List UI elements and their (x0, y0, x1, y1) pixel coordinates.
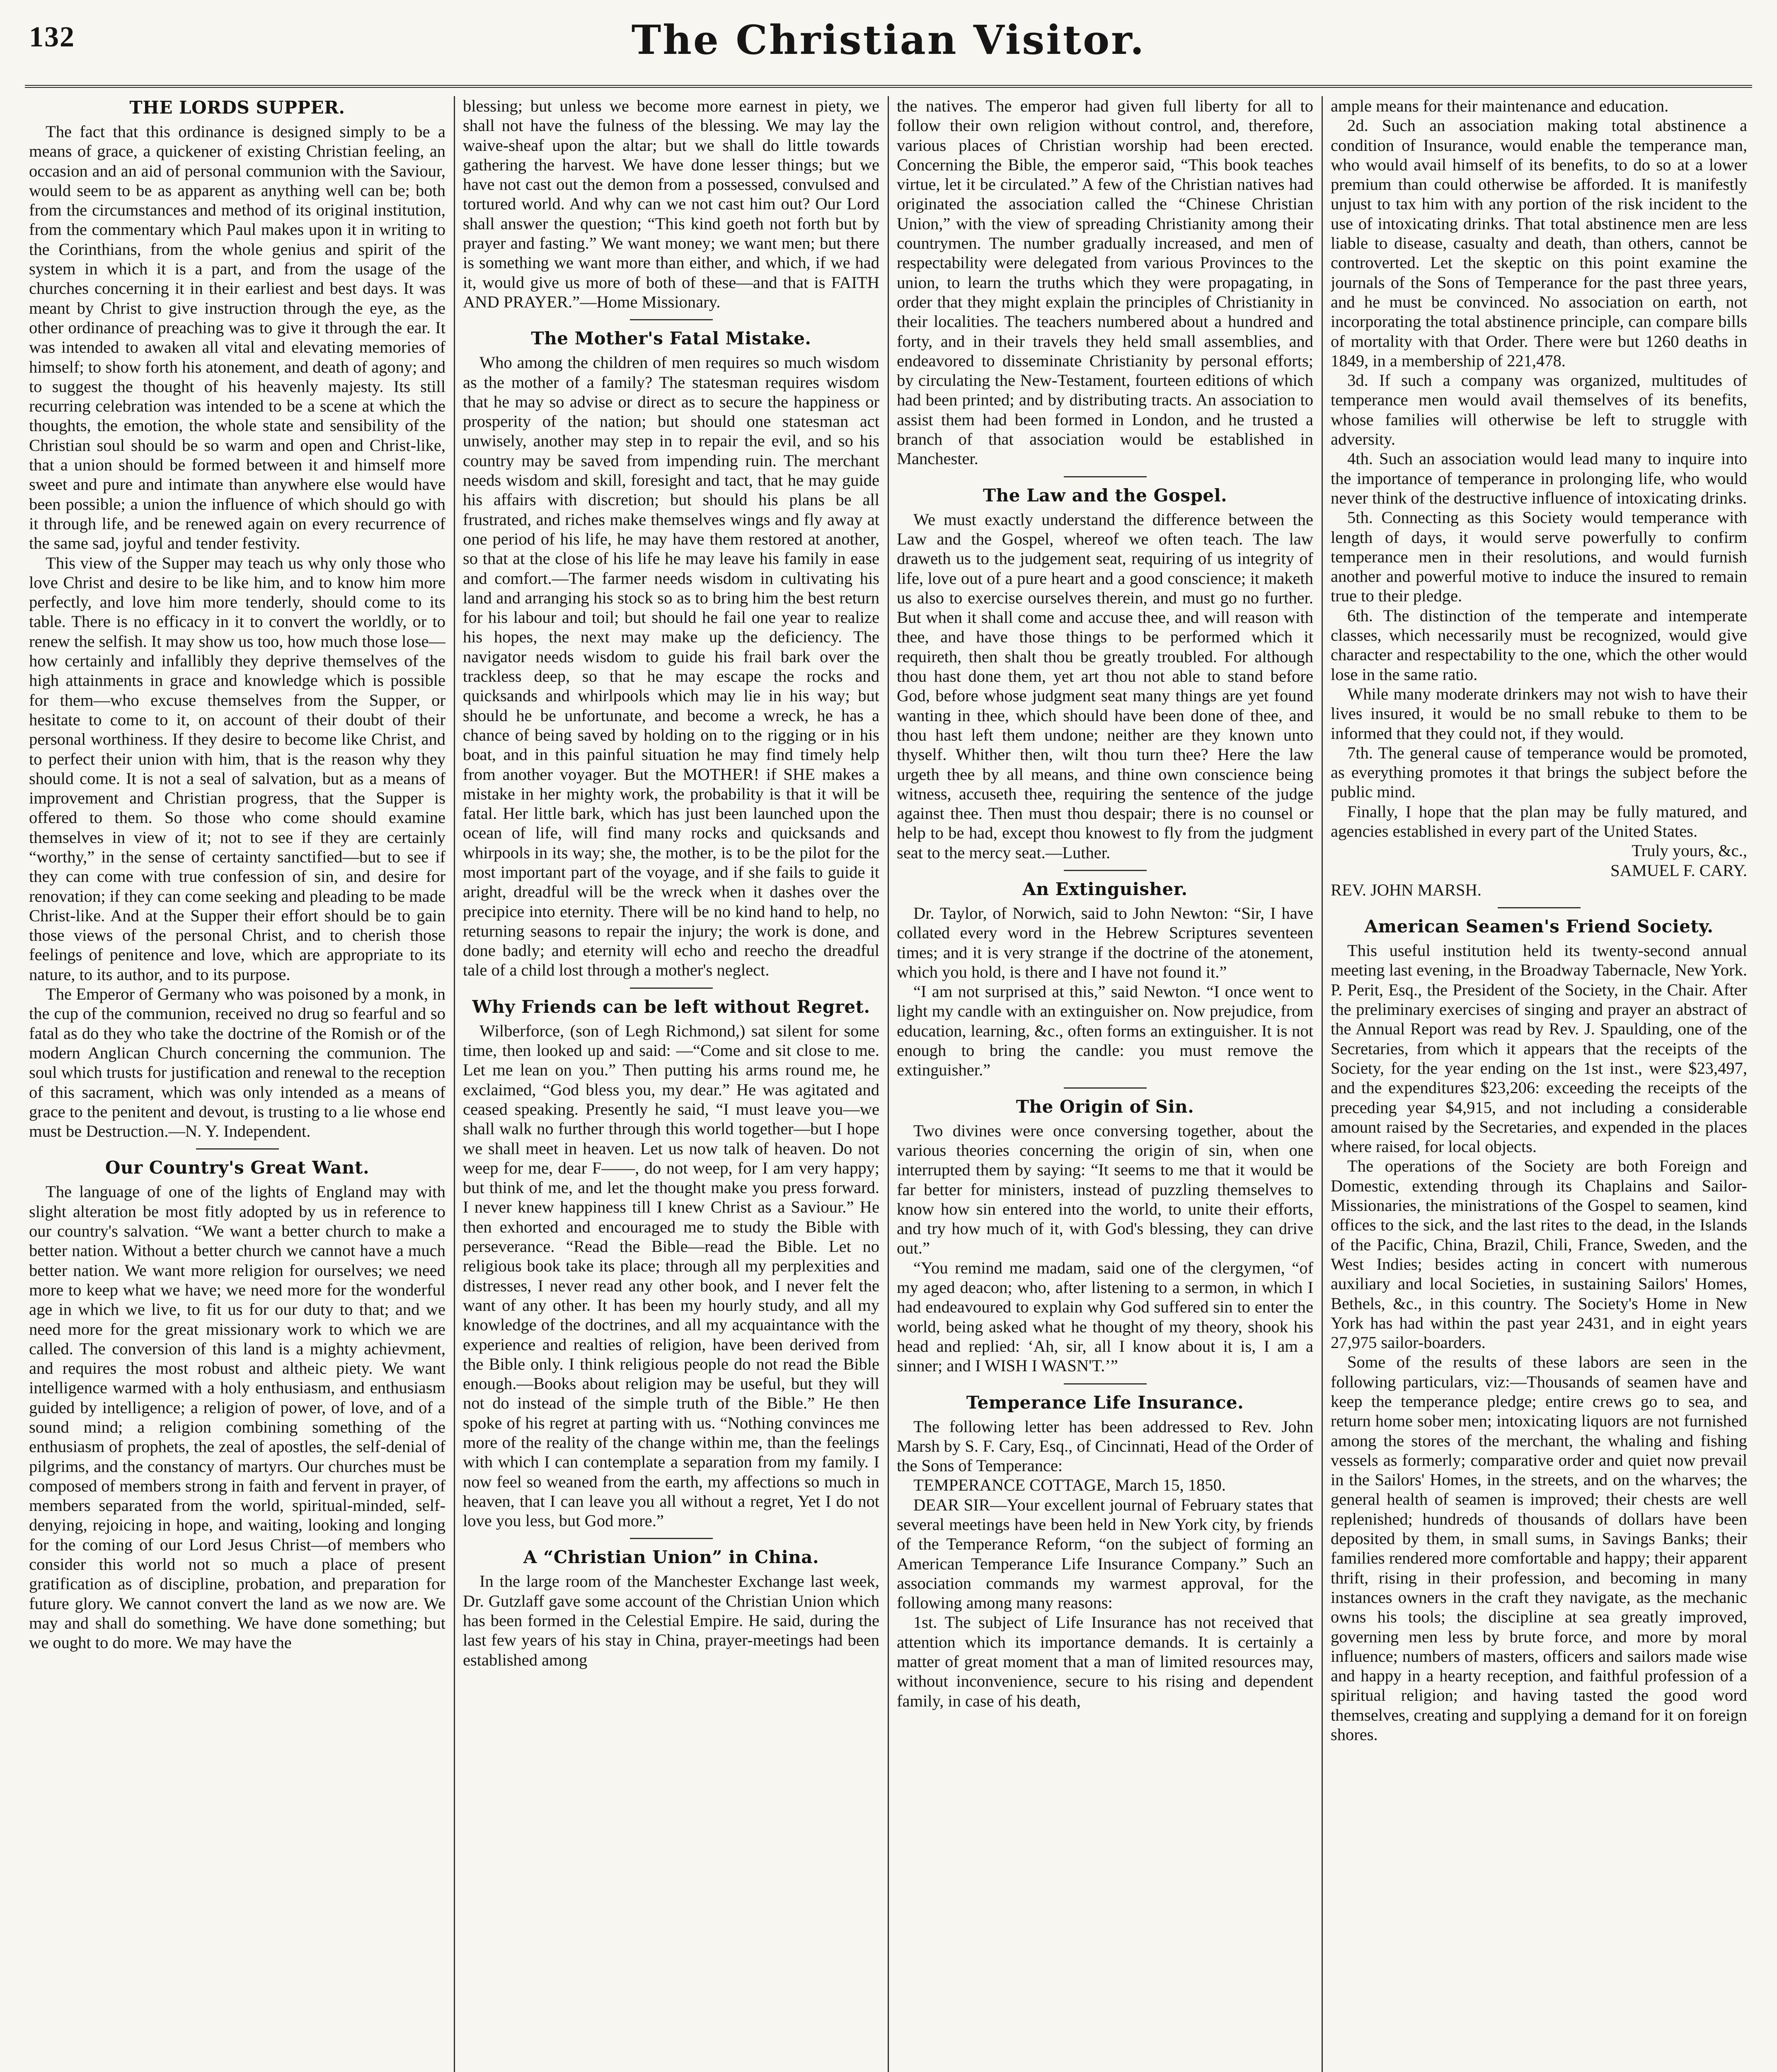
column-3 (897, 96, 1313, 2072)
article-paragraph: Finally, I hope that the plan may be fully matured, and agencies established in every part of the United States. (1331, 802, 1747, 840)
article-paragraph: This view of the Supper may teach us why only those who love Christ and desire to be like him, and to know him more perfectly, and love him more tenderly, should come to its table. There is no efficacy in it to convert the worldly, or to renew the selfish. It may show us too, how much those lose—how certainly and infallibly they deprive themselves of the high attainments in grace and knowledge which is possible for them—who excuse themselves from the Supper, or hesitate to come to it, on account of their doubt of their personal worthiness. If they desire to become like Christ, and to perfect their union with him, that is the reason why they should come. It is not a seal of salvation, but as a means of improvement and Christian progress, that the Supper is offered to them. So those who come should examine themselves in view of it; not to see if they are certainly “worthy,” in the sense of certainty sanctified—but to see if they can come with true confession of sin, and desire for renovation; if they can come seeking and pleading to be made Christ-like. And at the Supper their effort should be to gain those views of the personal Christ, and to cherish those feelings of penitence and love, which are appropriate to its nature, to its author, and to its purpose. (29, 553, 445, 984)
article-paragraph: The Emperor of Germany who was poisoned by a monk, in the cup of the communion, received no drug so fearful and so fatal as do they who take the doctrine of the Romish or of the modern Anglican Church concerning the communion. The soul which trusts for justification and renewal to the reception of this sacrament, which was only intended as a means of grace to the penitent and devout, is trusting to a lie whose end must be Destruction.—N. Y. Independent. (29, 985, 445, 1141)
article-paragraph: Some of the results of these labors are seen in the following particulars, viz:—Thousands of seamen have and keep the temperance pledge; entire crews go to sea, and return home sober men; intoxicating liquors are not furnished among the stores of the merchant, the whaling and fishing vessels as formerly; comparative order and quiet now prevail in the Sailors' Homes, in the streets, and on the wharves; the general health of seamen is improved; their chests are well replenished; hundreds of thousands of dollars have been deposited by them, in small sums, in Savings Banks; their families rendered more comfortable and happy; their apparent thrift, rising in their profession, and becoming in many instances owners in the craft they navigate, as the mechanic owns his tools; the discipline at sea greatly improved, governing men less by brute force, and more by moral influence; numbers of masters, officers and sailors made wise and happy in a hearty reception, and faithful profession of a spiritual religion; and having tasted the good word themselves, creating and supplying a demand for it on foreign shores. (1331, 1353, 1747, 1744)
article-paragraph: 5th. Connecting as this Society would temperance with length of days, it would serve powerfully to confirm temperance men in their resolutions, and would furnish another and powerful motive to induce the insured to remain true to their pledge. (1331, 508, 1747, 605)
article-paragraph: DEAR SIR—Your excellent journal of February states that several meetings have been held in New York city, by friends of the Temperance Reform, “on the subject of forming an American Temperance Life Insurance Company.” Such an association commands my warmest approval, for the following among many reasons: (897, 1495, 1313, 1612)
section-rule (630, 1538, 713, 1539)
article-paragraph: Dr. Taylor, of Norwich, said to John Newton: “Sir, I have collated every word in the Hebrew Scriptures seventeen times; and it is very strange if the doctrine of the atonement, which you hold, is there and I have not found it.” (897, 903, 1313, 981)
column-2 (463, 96, 879, 2072)
column-divider (888, 96, 889, 2072)
article-paragraph: 1st. The subject of Life Insurance has not received that attention which its importance demands. It is certainly a matter of great moment that a man of limited resources may, without inconvenience, secure to his rising and dependent family, in case of his death, (897, 1613, 1313, 1710)
article-paragraph: We must exactly understand the difference between the Law and the Gospel, whereof we often teach. The law draweth us to the judgement seat, requiring of us integrity of life, love out of a pure heart and a good conscience; it maketh us also to exercise ourselves therein, and must go no further. But when it shall come and accuse thee, and will reason with thee, and have those things to be performed which it requireth, then shalt thou be greatly troubled. For although thou hast done them, yet art thou not able to stand before God, before whose judgment seat many things are yet found wanting in thee, which should have been done of thee, and thou hast left them undone; neither are they known unto thyself. Whither then, wilt thou turn thee? Here the law urgeth thee by all means, and thine own conscience being witness, accuseth thee, requiring the sentence of the judge against thee. Then must thou despair; there is no counsel or help to be had, except thou knowest to fly from the judgment seat to the mercy seat.—Luther. (897, 510, 1313, 862)
letter-signature: SAMUEL F. CARY. (1610, 861, 1747, 880)
article-paragraph: The operations of the Society are both Foreign and Domestic, extending through its Chaplains and Sailor-Missionaries, the ministrations of the Gospel to seamen, kind offices to the sick, and the last rites to the dead, in the Islands of the Pacific, China, Brazil, Chili, France, Sweden, and the West Indies; besides acting in concert with numerous auxiliary and local Societies, in sustaining Sailors' Homes, Bethels, &c., in this country. The Society's Home in New York has had within the past year 2431, and in eight years 27,975 sailor-boarders. (1331, 1157, 1747, 1352)
article-continuation: the natives. The emperor had given full liberty for all to follow their own religion without control, and, therefore, various places of Christian worship had been erected. Concerning the Bible, the emperor said, “This book teaches virtue, let it be circulated.” A few of the Christian natives had originated the association called the “Chinese Christian Union,” with the view of spreading Christianity among their countrymen. The number gradually increased, and men of respectability were delegated from various Provinces to the union, to learn the truths which they were propagating, in order that they might explain the principles of Christianity in their localities. The teachers numbered about a hundred and forty, and in their travels they held small assemblies, and endeavored to disseminate Christianity by personal efforts; by circulating the New-Testament, fourteen editions of which had been printed; and by distributing tracts. An association to assist them had been formed in London, and he trusted a branch of that association would be established in Manchester. (897, 97, 1313, 468)
article-continuation: ample means for their maintenance and education. (1331, 97, 1669, 115)
section-rule (1498, 907, 1581, 908)
article-heading: The Mother's Fatal Mistake. (531, 328, 811, 349)
article-paragraph: Two divines were once conversing together, about the various theories concerning the origin of sin, when one interrupted them by saying: “It seems to me that it would be far better for ministers, instead of puzzling themselves to know how sin entered into the world, to unite their efforts, and try how much of it, with God's blessing, they can drive out.” (897, 1121, 1313, 1258)
article-paragraph: 2d. Such an association making total abstinence a condition of Insurance, would enable the temperance man, who would avail himself of its benefits, to do so at a lower premium than could otherwise be afforded. It is manifestly unjust to tax him with any portion of the risk incident to the use of intoxicating drinks. That total abstinence men are less liable to disease, casualty and death, than others, cannot be controverted. Let the skeptic on this point examine the journals of the Sons of Temperance for the past three years, and he must be convinced. No association on earth, not incorporating the total abstinence principle, can compare bills of mortality with that Order. There were but 1260 deaths in 1849, in a membership of 221,478. (1331, 116, 1747, 370)
article-heading: Temperance Life Insurance. (966, 1392, 1244, 1413)
article-paragraph: 4th. Such an association would lead many to inquire into the importance of temperance in prolonging life, who would never think of the destructive influence of intoxicating drinks. (1331, 449, 1747, 507)
article-paragraph: 3d. If such a company was organized, multitudes of temperance men would avail themselves of its benefits, whose families will otherwise be left to struggle with adversity. (1331, 371, 1747, 449)
article-paragraph: Wilberforce, (son of Legh Richmond,) sat silent for some time, then looked up and said: —“Come and sit close to me. Let me lean on you.” Then putting his arms round me, he exclaimed, “God bless you, my dear.” He was agitated and ceased speaking. Presently he said, “I must leave you—we shall walk no further through this world together—but I hope we shall meet in heaven. Let us now talk of heaven. Do not weep for me, dear F——, do not weep, for I am very happy; but think of me, and let the thought make you press forward. I never knew happiness till I knew Christ as a Saviour.” He then exhorted and encouraged me to study the Bible with perseverance. “Read the Bible—read the Bible. Let no religious book take its place; through all my perplexities and distresses, I never read any other book, and I never felt the want of any other. It has been my hourly study, and all my knowledge of the doctrines, and all my acquaintance with the experience and realties of religion, have been derived from the Bible only. I think religious people do not read the Bible enough.—Books about religion may be useful, but they will not do instead of the simple truth of the Bible.” He then spoke of his regret at parting with us. “Nothing convinces me more of the reality of the change within me, than the feelings with which I can contemplate a separation from my family. I now feel so weaned from the earth, my affections so much in heaven, that I can leave you all without a regret, Yet I do not love you less, but God more.” (463, 1021, 879, 1530)
page-header (25, 8, 1752, 83)
section-rule (1064, 476, 1147, 477)
article-heading: The Origin of Sin. (1016, 1096, 1194, 1117)
section-rule (196, 1148, 279, 1150)
article-paragraph: While many moderate drinkers may not wish to have their lives insured, it would be no small rebuke to them to be informed that they could not, if they would. (1331, 684, 1747, 743)
article-heading: Why Friends can be left without Regret. (472, 996, 870, 1017)
article-heading: The Law and the Gospel. (983, 485, 1227, 506)
article-continuation: blessing; but unless we become more earnest in piety, we shall not have the fulness of the blessing. We may lay the waive-sheaf upon the altar; but we shall do little towards gathering the harvest. We have done lesser things; but we have not cast out the demon from a possessed, convulsed and tortured world. And why can we not cast him out? Our Lord shall answer the question; “This kind goeth not forth but by prayer and fasting.” We want money; we want men; but there is something we want more than either, and which, if we had it, would give us more of both of these—and that is FAITH AND PRAYER.”—Home Missionary. (463, 97, 879, 311)
section-rule (630, 319, 713, 320)
section-rule (1064, 1383, 1147, 1385)
article-paragraph: The fact that this ordinance is designed simply to be a means of grace, a quickener of existing Christian feeling, an occasion and an aid of personal communion with the Saviour, would seem to be as apparent as anything well can be; both from the circumstances and method of its original institution, from the commentary which Paul makes upon it in writing to the Corinthians, from the whole genius and spirit of the system in which it is a part, and from the usage of the churches concerning it in their earliest and best days. It was meant by Christ to give instruction through the eye, as the other ordinance of preaching was to give it through the ear. It was intended to awaken all vital and elevating memories of himself; to show forth his atonement, and death of agony; and to suggest the thought of his heavenly majesty. Its still recurring celebration was intended to be a scene at which the thoughts, the emotion, the whole state and sensibility of the Christian soul should be so warm and open and Christ-like, that a union should be formed between it and himself more sweet and pure and intimate than anywhere else would have been possible; a union the influence of which should go with it through life, and be renewed again on every recurrence of the same sad, joyful and tender festivity. (29, 122, 445, 553)
letter-addressee: REV. JOHN MARSH. (1331, 880, 1482, 899)
article-heading: An Extinguisher. (1022, 879, 1188, 899)
header-rule (25, 85, 1752, 88)
article-heading: THE LORDS SUPPER. (129, 97, 345, 118)
column-4 (1331, 96, 1747, 2072)
article-paragraph: 6th. The distinction of the temperate and intemperate classes, which necessarily must be recognized, would give character and respectability to the one, which the other would lose in the same ratio. (1331, 606, 1747, 684)
section-rule (1064, 870, 1147, 871)
article-heading: American Seamen's Friend Society. (1364, 916, 1714, 937)
article-paragraph: Who among the children of men requires so much wisdom as the mother of a family? The statesman requires wisdom that he may so advise or direct as to secure the happiness or prosperity of the nation; but should one statesman act unwisely, another may step in to repair the evil, and so his country may be saved from impending ruin. The merchant needs wisdom and skill, foresight and tact, that he may guide his affairs with discretion; but should his plans be all frustrated, and riches make themselves wings and fly away at one period of his life, he may have them restored at another, so that at the close of his life he may leave his family in ease and comfort.—The farmer needs wisdom in cultivating his land and arranging his stock so as to bring him the best return for his labour and toil; but should he fail one year to realize his hopes, the next may make up the deficiency. The navigator needs wisdom to guide his frail bark over the trackless deep, so that he may escape the rocks and quicksands and whirlpools which may lie in his way; but should he be unfortunate, and become a wreck, he has a chance of being saved by holding on to the rigging or in his boat, and in this painful situation he may find timely help from another voyager. But the MOTHER! if SHE makes a mistake in her mighty work, the probability is that it will be fatal. Her little bark, which has just been launched upon the ocean of life, will find many rocks and quicksands and whirpools in its way; she, the mother, is to be the pilot for the most important part of the voyage, and if she fails to guide it aright, dreadful will be the wreck when it dashes over the precipice into eternity. There will be no kind hand to help, no returning seasons to repair the injury; the work is done, and done badly; and eternity will echo and reecho the dreadful tale of a child lost through a mother's neglect. (463, 353, 879, 980)
columns (29, 96, 1748, 2072)
section-rule (630, 988, 713, 989)
article-paragraph: 7th. The general cause of temperance would be promoted, as everything promotes it that brings the subject before the public mind. (1331, 743, 1747, 801)
letter-closing: Truly yours, &c., (1632, 841, 1747, 860)
letter-dateline: TEMPERANCE COTTAGE, March 15, 1850. (913, 1476, 1226, 1495)
column-divider (1322, 96, 1323, 2072)
masthead-title: The Christian Visitor. (631, 17, 1146, 63)
article-heading: Our Country's Great Want. (105, 1157, 370, 1178)
article-paragraph: The following letter has been addressed to Rev. John Marsh by S. F. Cary, Esq., of Cincinnati, Head of the Order of the Sons of Temperance: (897, 1417, 1313, 1475)
article-paragraph: In the large room of the Manchester Exchange last week, Dr. Gutzlaff gave some account of the Christian Union which has been formed in the Celestial Empire. He said, during the last few years of his stay in China, prayer-meetings had been established among (463, 1572, 879, 1669)
article-paragraph: “You remind me madam, said one of the clergymen, “of my aged deacon; who, after listening to a sermon, in which I had endeavoured to explain why God suffered sin to enter the world, being asked what he thought of my theory, shook his head and replied: ‘Ah, sir, all I know about it is, I am a sinner; and I WISH I WASN'T.’” (897, 1258, 1313, 1375)
column-divider (454, 96, 455, 2072)
column-1 (29, 96, 445, 2072)
page-number: 132 (29, 21, 75, 53)
article-paragraph: “I am not surprised at this,” said Newton. “I once went to light my candle with an extinguisher on. Now prejudice, from education, learning, &c., often forms an extinguisher. It is not enough to bring the candle: you must remove the extinguisher.” (897, 982, 1313, 1080)
article-paragraph: This useful institution held its twenty-second annual meeting last evening, in the Broadway Tabernacle, New York. P. Perit, Esq., the President of the Society, in the Chair. After the preliminary exercises of singing and prayer an abstract of the Annual Report was read by Rev. J. Spaulding, one of the Secretaries, from which it appears that the receipts of the Society, for the year ending on the 1st inst., were $23,497, and the expenditures $23,206: exceeding the receipts of the preceding year $4,915, and not including a considerable amount raised by the Secretaries, and expended in the places where raised, for local objects. (1331, 941, 1747, 1156)
article-heading: A “Christian Union” in China. (523, 1547, 819, 1568)
section-rule (1064, 1087, 1147, 1089)
article-paragraph: The language of one of the lights of England may with slight alteration be most fitly adopted by us in reference to our country's salvation. “We want a better church to make a better nation. Without a better church we cannot have a much better nation. We want more religion for ourselves; we need more to keep what we have; we need more for the wonderful age in which we live, to fit us for our duty to that; and we need more for the great missionary work to which we are called. The conversion of this land is a mighty achievment, and requires the most robust and altheic piety. We want intelligence warmed with a holy enthusiasm, and enthusiasm guided by intelligence; a religion of power, of love, and of a sound mind; a religion combining something of the enthusiasm of prophets, the zeal of apostles, the self-denial of pilgrims, and the constancy of martyrs. Our churches must be composed of members strong in faith and fervent in prayer, of members separated from the world, spiritual-minded, self-denying, rejoicing in hope, and waiting, looking and longing for the coming of our Lord Jesus Christ—of members who consider this world not so much a place of present gratification as of discipline, probation, and preparation for future glory. We cannot convert the land as we now are. We may and shall do something. We have done something; but we ought to do more. We may have the (29, 1182, 445, 1652)
